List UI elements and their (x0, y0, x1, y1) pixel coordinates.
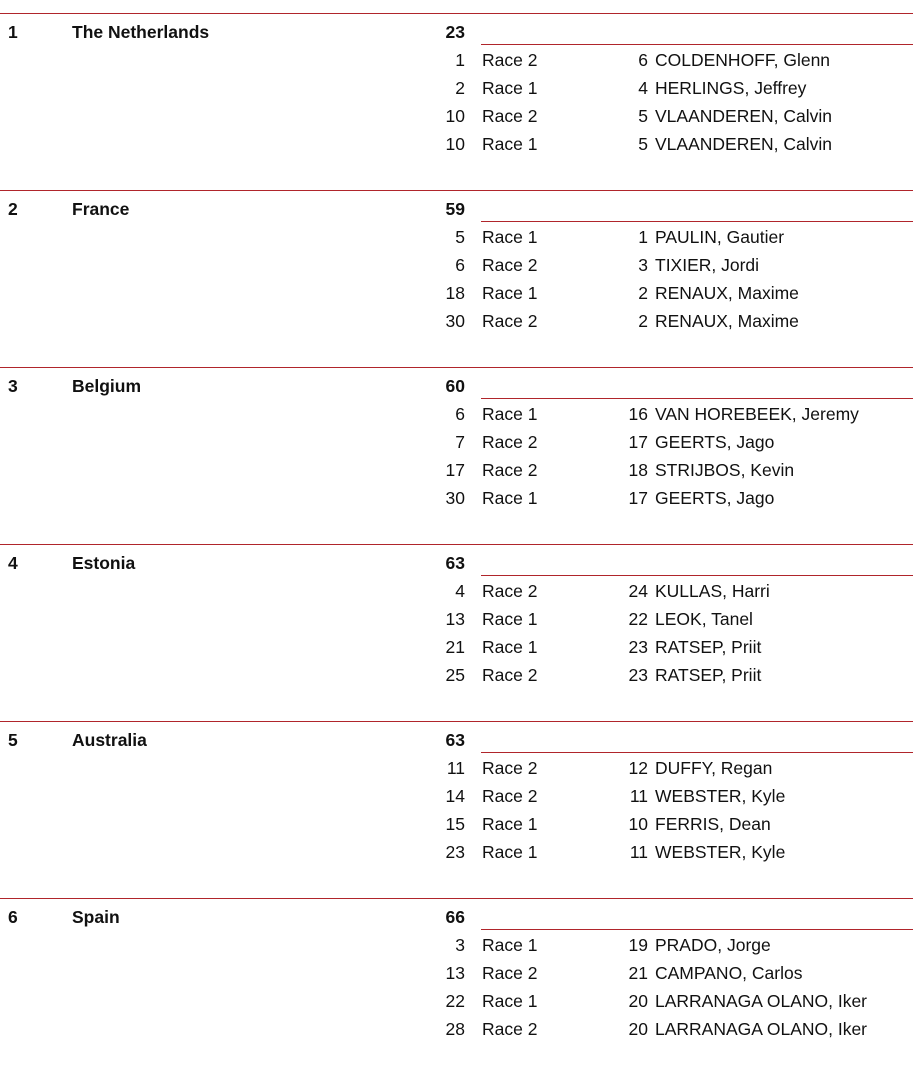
rider-name: VAN HOREBEEK, Jeremy (655, 404, 859, 424)
race-label: Race 2 (482, 581, 538, 601)
rider-name: WEBSTER, Kyle (655, 786, 786, 806)
team-results-table (0, 13, 913, 1075)
team-rank: 4 (8, 553, 18, 573)
finish-position: 5 (455, 227, 465, 247)
rider-number: 1 (638, 227, 648, 247)
rider-number: 17 (628, 432, 648, 452)
result-row (0, 842, 913, 870)
rider-number: 2 (638, 283, 648, 303)
team-block (0, 13, 913, 190)
finish-position: 3 (455, 935, 465, 955)
race-label: Race 2 (482, 758, 538, 778)
finish-position: 10 (445, 106, 465, 126)
finish-position: 17 (445, 460, 465, 480)
rider-name: KULLAS, Harri (655, 581, 770, 601)
team-block (0, 544, 913, 721)
race-label: Race 1 (482, 227, 538, 247)
results-list (0, 404, 913, 516)
rider-name: LARRANAGA OLANO, Iker (655, 1019, 868, 1039)
race-label: Race 1 (482, 609, 538, 629)
finish-position: 14 (445, 786, 465, 806)
result-row (0, 106, 913, 134)
results-divider (481, 575, 913, 576)
result-row (0, 460, 913, 488)
race-label: Race 2 (482, 311, 538, 331)
finish-position: 22 (445, 991, 465, 1011)
race-label: Race 2 (482, 106, 538, 126)
result-row (0, 227, 913, 255)
race-label: Race 2 (482, 460, 538, 480)
rider-number: 23 (628, 665, 648, 685)
team-total-points: 63 (445, 553, 465, 573)
finish-position: 25 (445, 665, 465, 685)
race-label: Race 2 (482, 255, 538, 275)
team-header (0, 191, 913, 221)
race-label: Race 2 (482, 665, 538, 685)
rider-number: 5 (638, 134, 648, 154)
results-list (0, 758, 913, 870)
team-header (0, 14, 913, 44)
results-list (0, 935, 913, 1047)
rider-number: 11 (629, 842, 648, 862)
rider-name: DUFFY, Regan (655, 758, 773, 778)
team-country: Spain (72, 907, 120, 927)
team-block (0, 367, 913, 544)
result-row (0, 404, 913, 432)
race-label: Race 1 (482, 637, 538, 657)
team-total-points: 59 (445, 199, 465, 219)
rider-name: RATSEP, Priit (655, 665, 762, 685)
rider-name: COLDENHOFF, Glenn (655, 50, 831, 70)
race-label: Race 2 (482, 963, 538, 983)
rider-number: 20 (628, 1019, 648, 1039)
rider-name: FERRIS, Dean (655, 814, 771, 834)
team-rank: 1 (8, 22, 18, 42)
rider-number: 11 (629, 786, 648, 806)
team-total-points: 60 (445, 376, 465, 396)
rider-number: 22 (628, 609, 648, 629)
result-row (0, 786, 913, 814)
team-rank: 3 (8, 376, 18, 396)
finish-position: 2 (455, 78, 465, 98)
rider-name: PRADO, Jorge (655, 935, 771, 955)
result-row (0, 963, 913, 991)
rider-name: GEERTS, Jago (655, 488, 775, 508)
team-country: Australia (72, 730, 147, 750)
rider-number: 24 (628, 581, 648, 601)
rider-name: LEOK, Tanel (655, 609, 753, 629)
team-rank: 5 (8, 730, 18, 750)
team-header (0, 722, 913, 752)
rider-number: 3 (638, 255, 648, 275)
result-row (0, 935, 913, 963)
rider-number: 23 (628, 637, 648, 657)
result-row (0, 991, 913, 1019)
finish-position: 18 (445, 283, 465, 303)
results-list (0, 581, 913, 693)
result-row (0, 665, 913, 693)
team-country: Estonia (72, 553, 136, 573)
rider-name: TIXIER, Jordi (655, 255, 760, 275)
race-label: Race 1 (482, 935, 538, 955)
results-list (0, 50, 913, 162)
result-row (0, 758, 913, 786)
rider-number: 16 (628, 404, 648, 424)
result-row (0, 311, 913, 339)
finish-position: 15 (445, 814, 465, 834)
rider-name: PAULIN, Gautier (655, 227, 785, 247)
result-row (0, 609, 913, 637)
result-row (0, 581, 913, 609)
rider-name: VLAANDEREN, Calvin (655, 134, 832, 154)
race-label: Race 1 (482, 842, 538, 862)
race-label: Race 1 (482, 814, 538, 834)
rider-name: VLAANDEREN, Calvin (655, 106, 832, 126)
race-label: Race 2 (482, 786, 538, 806)
rider-number: 19 (628, 935, 648, 955)
team-total-points: 23 (445, 22, 465, 42)
rider-number: 2 (638, 311, 648, 331)
finish-position: 13 (445, 609, 465, 629)
finish-position: 7 (455, 432, 465, 452)
result-row (0, 283, 913, 311)
rider-name: HERLINGS, Jeffrey (655, 78, 807, 98)
results-divider (481, 752, 913, 753)
rider-name: STRIJBOS, Kevin (655, 460, 795, 480)
team-header (0, 899, 913, 929)
rider-number: 6 (638, 50, 648, 70)
results-divider (481, 929, 913, 930)
team-block (0, 898, 913, 1075)
results-divider (481, 44, 913, 45)
finish-position: 6 (455, 255, 465, 275)
race-label: Race 2 (482, 1019, 538, 1039)
finish-position: 30 (445, 311, 465, 331)
results-list (0, 227, 913, 339)
team-block (0, 721, 913, 898)
race-label: Race 1 (482, 283, 538, 303)
rider-number: 17 (628, 488, 648, 508)
finish-position: 1 (455, 50, 465, 70)
rider-number: 20 (628, 991, 648, 1011)
result-row (0, 255, 913, 283)
result-row (0, 78, 913, 106)
team-total-points: 63 (445, 730, 465, 750)
finish-position: 21 (445, 637, 465, 657)
rider-name: RENAUX, Maxime (655, 283, 799, 303)
team-country: The Netherlands (72, 22, 210, 42)
team-total-points: 66 (445, 907, 465, 927)
finish-position: 6 (455, 404, 465, 424)
rider-name: RENAUX, Maxime (655, 311, 799, 331)
team-rank: 2 (8, 199, 18, 219)
result-row (0, 1019, 913, 1047)
result-row (0, 637, 913, 665)
race-label: Race 1 (482, 488, 538, 508)
race-label: Race 2 (482, 50, 538, 70)
result-row (0, 134, 913, 162)
rider-name: GEERTS, Jago (655, 432, 775, 452)
team-rank: 6 (8, 907, 18, 927)
race-label: Race 1 (482, 991, 538, 1011)
result-row (0, 432, 913, 460)
finish-position: 4 (455, 581, 465, 601)
team-header (0, 368, 913, 398)
result-row (0, 50, 913, 78)
team-country: France (72, 199, 130, 219)
race-label: Race 2 (482, 432, 538, 452)
rider-number: 12 (628, 758, 648, 778)
rider-number: 18 (628, 460, 648, 480)
team-country: Belgium (72, 376, 142, 396)
finish-position: 13 (445, 963, 465, 983)
team-header (0, 545, 913, 575)
rider-number: 10 (628, 814, 648, 834)
rider-name: LARRANAGA OLANO, Iker (655, 991, 868, 1011)
result-row (0, 814, 913, 842)
finish-position: 23 (445, 842, 465, 862)
rider-name: CAMPANO, Carlos (655, 963, 803, 983)
team-block (0, 190, 913, 367)
result-row (0, 488, 913, 516)
race-label: Race 1 (482, 134, 538, 154)
race-label: Race 1 (482, 78, 538, 98)
finish-position: 30 (445, 488, 465, 508)
race-label: Race 1 (482, 404, 538, 424)
results-divider (481, 398, 913, 399)
rider-number: 4 (638, 78, 648, 98)
rider-number: 21 (628, 963, 648, 983)
finish-position: 28 (445, 1019, 465, 1039)
results-divider (481, 221, 913, 222)
finish-position: 10 (445, 134, 465, 154)
finish-position: 11 (446, 758, 465, 778)
rider-number: 5 (638, 106, 648, 126)
rider-name: WEBSTER, Kyle (655, 842, 786, 862)
rider-name: RATSEP, Priit (655, 637, 762, 657)
